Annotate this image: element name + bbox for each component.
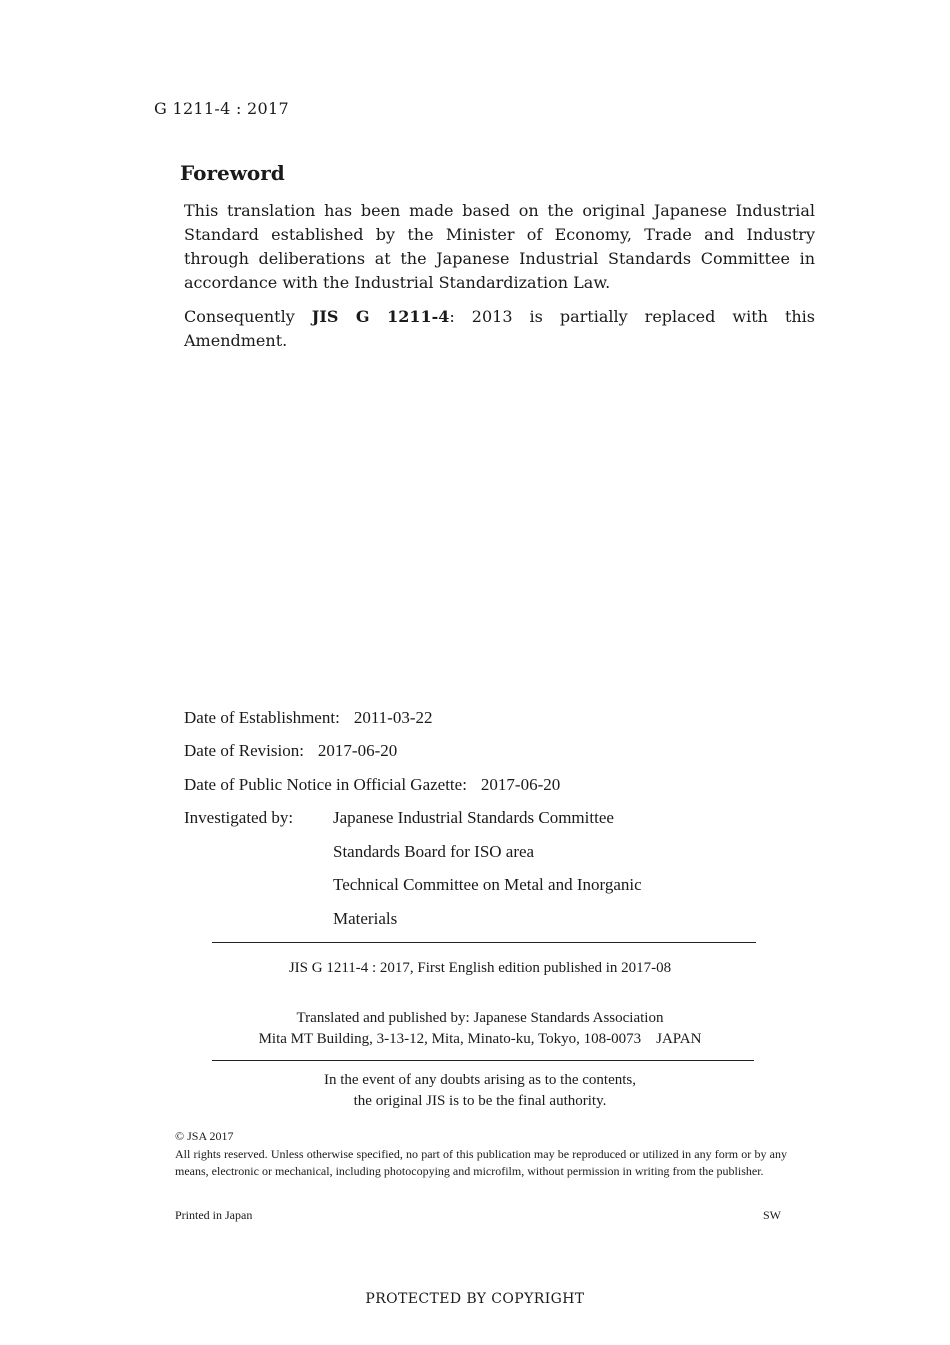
authority-line-2: the original JIS is to be the final authority. xyxy=(353,1093,607,1109)
replaced-standard-code: JIS G 1211-4 xyxy=(311,307,450,326)
copyright-holder: © JSA 2017 xyxy=(175,1129,234,1143)
notice-label: Date of Public Notice in Official Gazette: xyxy=(184,775,467,794)
investigated-by-label: Investigated by: xyxy=(184,808,294,827)
edition-line: JIS G 1211-4 : 2017, First English edition published in 2017-08 xyxy=(288,960,672,976)
authority-note xyxy=(175,1070,785,1112)
printer-code: SW xyxy=(763,1208,781,1222)
foreword-title: Foreword xyxy=(180,161,285,185)
divider-bottom xyxy=(212,1060,754,1061)
paragraph-2-prefix: Consequently xyxy=(184,307,312,326)
authority-line-1: In the event of any doubts arising as to the contents, xyxy=(323,1072,636,1088)
document-code: G 1211-4 : 2017 xyxy=(154,99,289,118)
publisher-address: Mita MT Building, 3-13-12, Mita, Minato-ku, Tokyo, 108-0073 JAPAN xyxy=(258,1031,702,1047)
copyright-watermark: PROTECTED BY COPYRIGHT xyxy=(365,1291,585,1307)
divider-top xyxy=(212,942,756,943)
publisher-line-1: Translated and published by: Japanese Standards Association xyxy=(296,1010,664,1026)
paragraph-2-suffix: : 2013 is partially replaced with this Amendment. xyxy=(184,307,816,350)
foreword-body xyxy=(184,199,815,353)
date-of-establishment xyxy=(184,708,433,728)
copyright-block xyxy=(175,1128,787,1181)
investigator-item: Japanese Industrial Standards Committee xyxy=(333,808,614,827)
investigator-item: Standards Board for ISO area xyxy=(333,842,535,861)
investigator-item: Materials xyxy=(333,909,398,928)
publisher-block xyxy=(175,1008,785,1050)
foreword-paragraph-2 xyxy=(184,305,815,353)
date-of-public-notice xyxy=(184,775,560,795)
foreword-paragraph-1: This translation has been made based on the original Japanese Industrial Standard established by the Minister of Economy, Trade and Industry through deliberations at the Japanese Industrial Standards Committee in accordance with the Industrial Standardization Law. xyxy=(184,201,815,292)
revision-value: 2017-06-20 xyxy=(317,741,398,760)
rights-notice: All rights reserved. Unless otherwise specified, no part of this publication may be reproduced or utilized in any form or by any means, electronic or mechanical, including photocopying and microfilm, without permission in writing from the publisher. xyxy=(175,1146,787,1178)
notice-value: 2017-06-20 xyxy=(480,775,561,794)
establishment-label: Date of Establishment: xyxy=(184,708,340,727)
date-of-revision xyxy=(184,741,397,761)
printed-in: Printed in Japan xyxy=(175,1208,253,1222)
investigator-item: Technical Committee on Metal and Inorganic xyxy=(333,875,642,894)
establishment-value: 2011-03-22 xyxy=(353,708,433,727)
revision-label: Date of Revision: xyxy=(184,741,304,760)
